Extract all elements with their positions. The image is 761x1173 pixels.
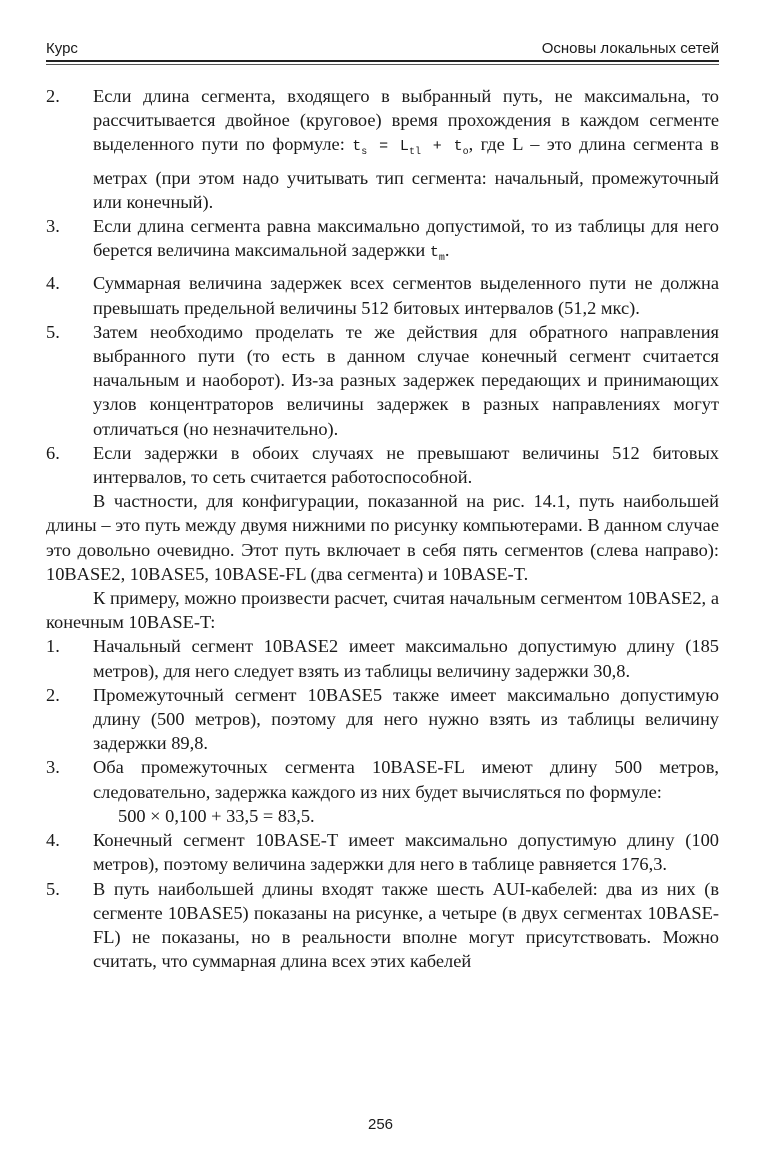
list-text: Суммарная величина задержек всех сегментов выделенного пути не должна превышать предельной величины 512 битовых интервалов (51,2 мкс). [93,273,719,318]
header-rule [46,60,719,62]
list-number: 5. [46,321,60,342]
body-paragraph: В частности, для конфигурации, показанной на рис. 14.1, путь наибольшей длины – это путь между двумя нижними по рисунку компьютерами. В данном случае это довольно очевидно. Этот путь включает в себя пять сегментов (слева направо): 10BASE2, 10BASE5, 10BASE-FL (два сегмента) и 10BASE-T. [46,491,719,584]
inline-formula: $t_m$ [429,244,445,265]
list-text: Затем необходимо проделать те же действия для обратного направления выбранного пути (то есть в данном случае конечный сегмент считается начальным и наоборот). Из-за разных задержек передающих и принимающих узлов концентраторов величины задержек в разных направлениях могут отличаться (но незначительно). [93,321,719,439]
header-rule-thin [46,64,719,65]
list-text: Если задержки в обоих случаях не превышают величины 512 битовых интервалов, то сеть считается работоспособной. [93,442,719,488]
list-item [46,683,719,756]
list-text: Начальный сегмент 10BASE2 имеет максимально допустимую длину (185 метров), для него следует взять из таблицы величину задержки 30,8. [93,636,719,681]
header-right: Основы локальных сетей [541,40,719,57]
list-item [46,441,719,489]
body-paragraph: К примеру, можно произвести расчет, считая начальным сегментом 10BASE2, а конечным 10BASE-T: [46,588,719,633]
list-text: Промежуточный сегмент 10BASE5 также имеет максимально допустимую длину (500 метров), поэтому для него нужно взять из таблицы величину задержки 89,8. [93,684,719,754]
list-item [46,84,719,214]
list-number: 4. [46,273,60,294]
list-number: 2. [46,86,60,106]
page-number: 256 [367,1116,394,1133]
list-number: 3. [46,757,60,778]
list-item [46,755,719,803]
list-number: 1. [46,636,60,657]
list-item [46,271,719,319]
list-text: Если длина сегмента равна максимально допустимой, то из таблицы для него берется величина максимальной задержки $t_m$. [93,216,719,265]
list-number: 4. [46,830,60,851]
inline-formula: $t_s = L_{tl} + t_o$ [352,138,469,159]
list-item [46,877,719,974]
list-text: Если длина сегмента, входящего в выбранный путь, не максимальна, то рассчитывается двойное (круговое) время прохождения в каждом сегменте выделенного пути по формуле: $t_s = L_{tl} + t_o$, где L – это длина сегмента в метрах (при этом надо учитывать тип сегмента: начальный, промежуточный или конечный). [93,86,719,212]
list-item [46,214,719,271]
list-number: 2. [46,684,60,705]
formula-line: 500 × 0,100 + 33,5 = 83,5. [118,805,315,826]
header-left: Курс [46,40,78,57]
list-number: 6. [46,442,60,463]
list-number: 5. [46,878,60,899]
list-item [46,634,719,682]
page-content [46,84,719,973]
list-number: 3. [46,216,60,237]
list-text: В путь наибольшей длины входят также шесть AUI-кабелей: два из них (в сегменте 10BASE5) показаны на рисунке, а четыре (в двух сегментах 10BASE-FL) не показаны, но в реальности вполне могут присутствовать. Можно считать, что суммарная длина всех этих кабелей [93,878,719,972]
list-item [46,828,719,876]
list-text: Оба промежуточных сегмента 10BASE-FL имеют длину 500 метров, следовательно, задержка каждого из них будет вычисляться по формуле: [93,757,719,802]
list-text: Конечный сегмент 10BASE-T имеет максимально допустимую длину (100 метров), поэтому величина задержки для него в таблице равняется 176,3. [93,830,719,875]
list-item [46,320,719,441]
